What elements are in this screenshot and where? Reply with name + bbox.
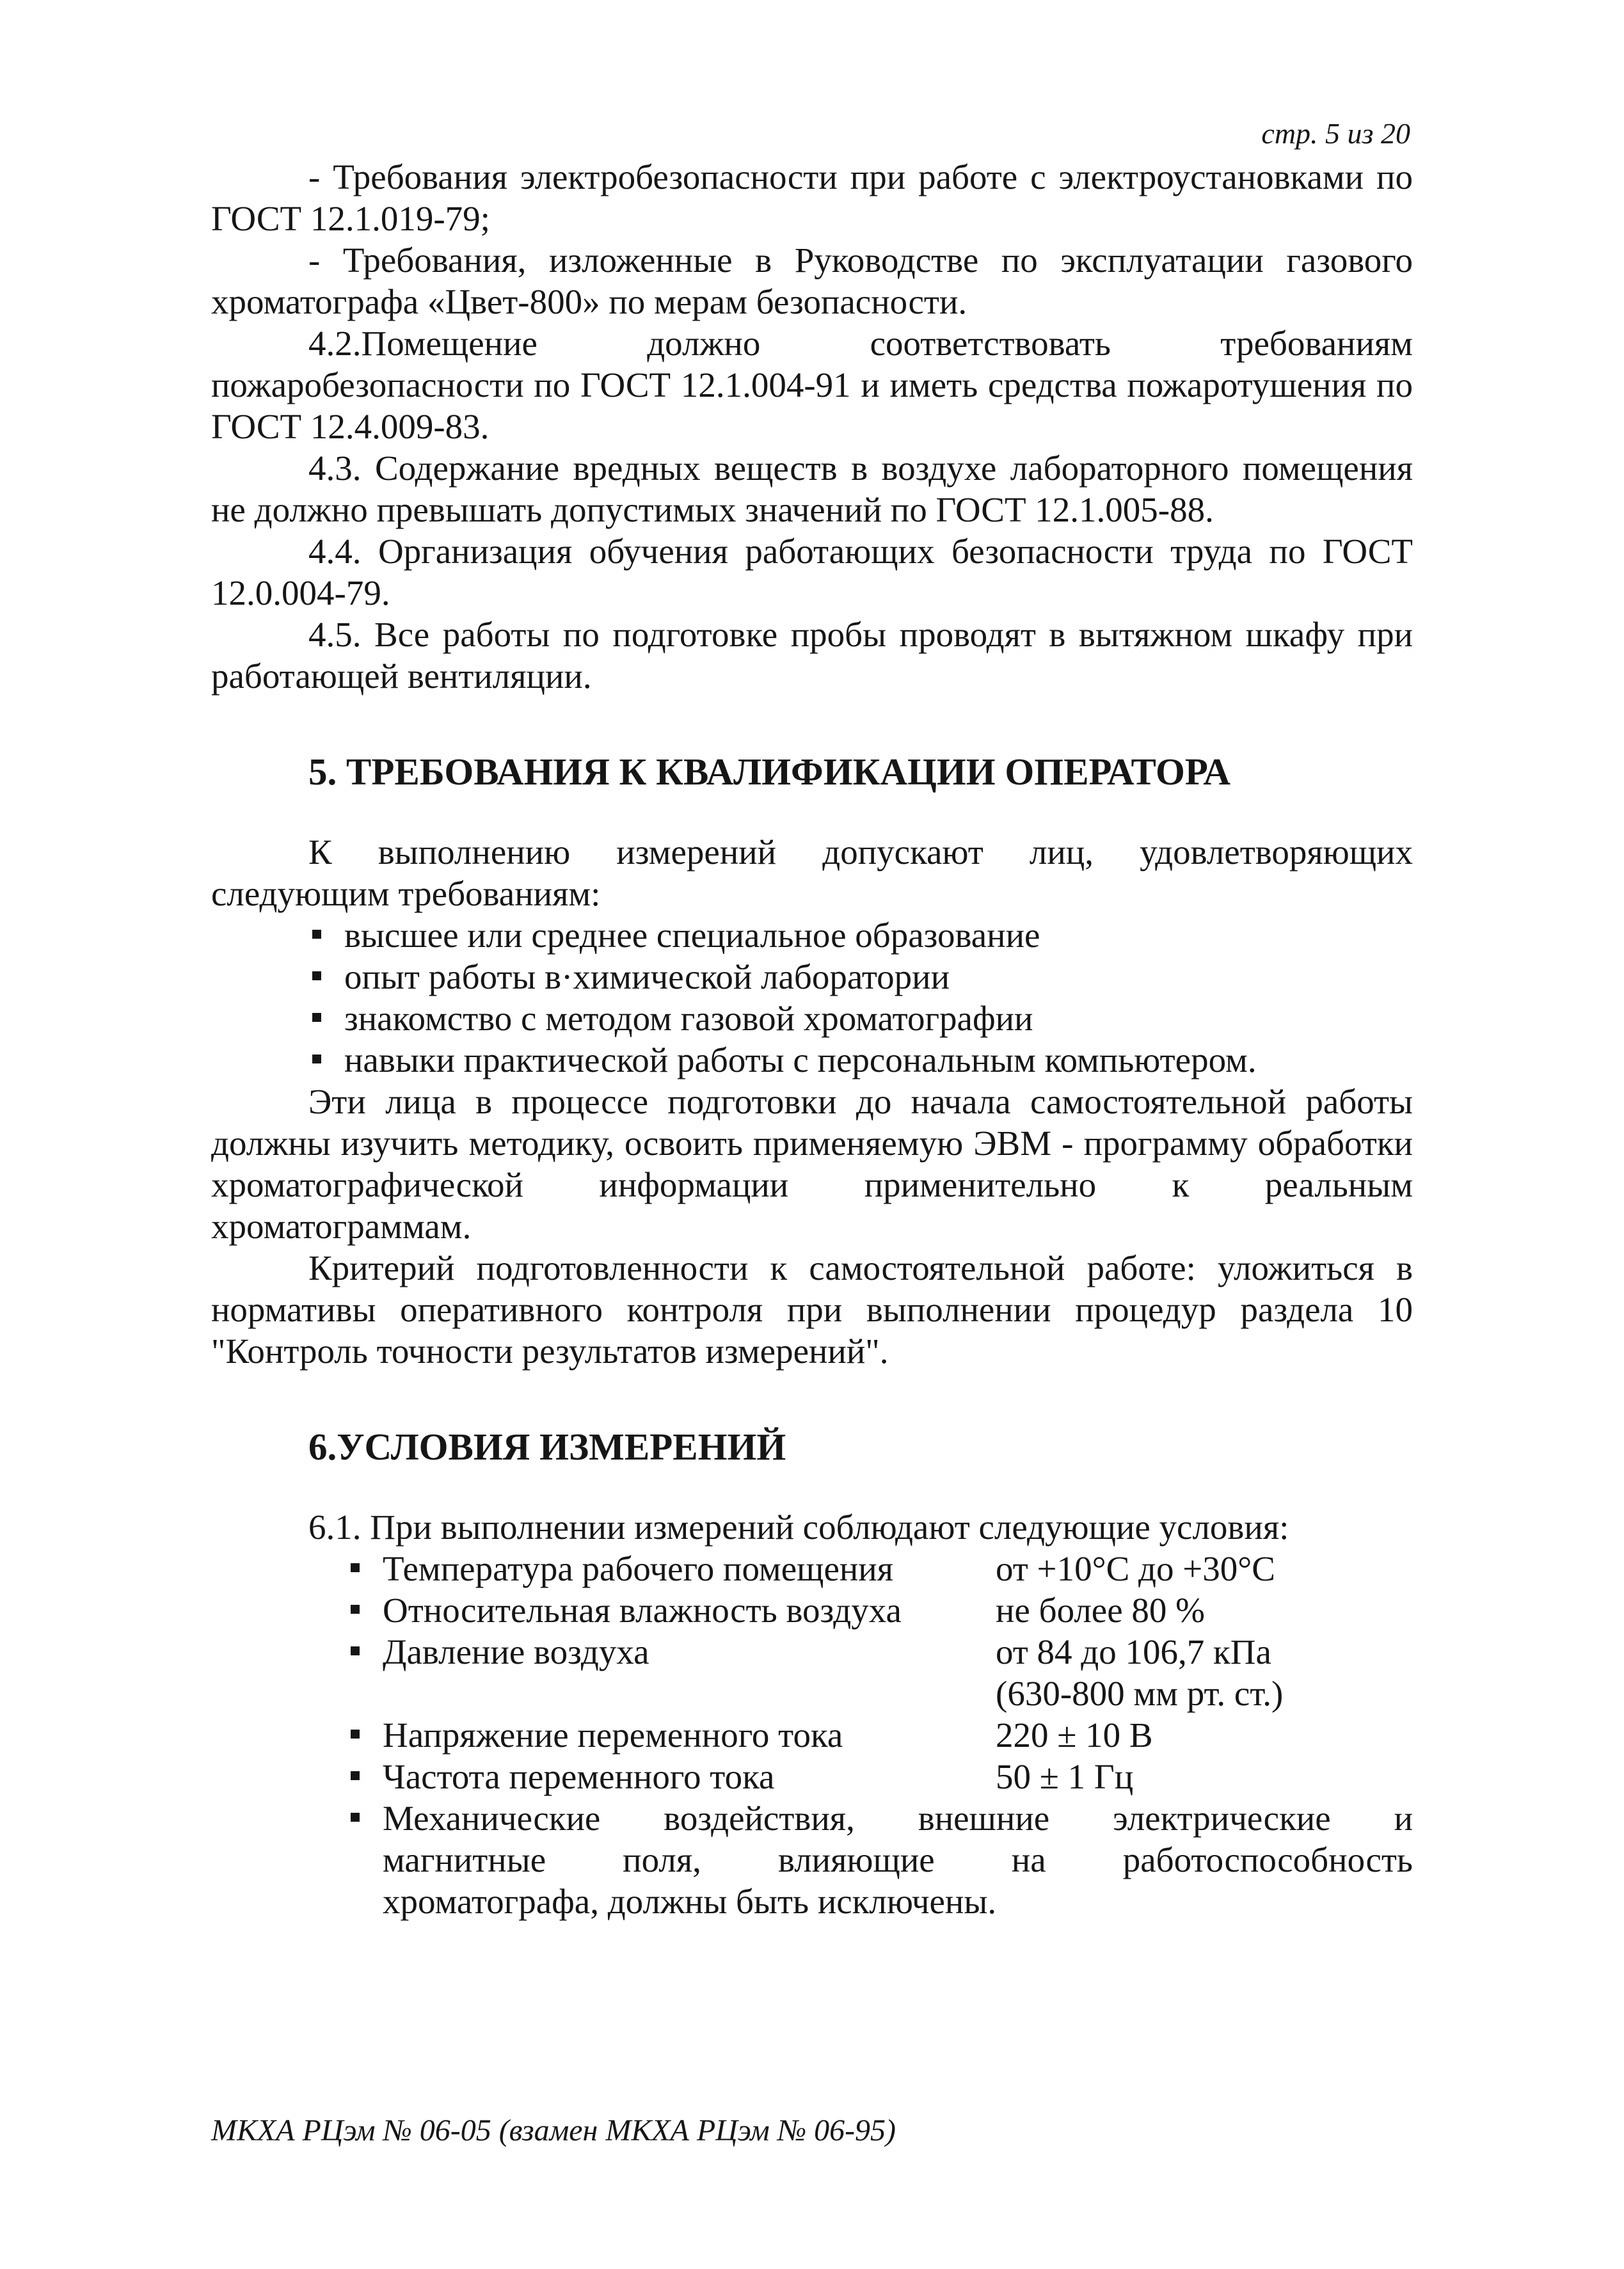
condition-name: Температура рабочего помещения — [383, 1549, 894, 1588]
paragraph-4-4: 4.4. Организация обучения работающих безопасности труда по ГОСТ 12.0.004-79. — [211, 532, 1413, 612]
condition-row — [347, 1714, 1413, 1756]
page-content — [211, 156, 1413, 1922]
section-5-intro: К выполнению измерений допускают лиц, удовлетворяющих следующим требованиям: — [211, 832, 1413, 913]
list-item: навыки практической работы с персональным компьютером. — [308, 1039, 1413, 1081]
section-5-heading: 5. ТРЕБОВАНИЯ К КВАЛИФИКАЦИИ ОПЕРАТОРА — [308, 751, 1231, 793]
condition-value: 220 ± 10 В — [996, 1716, 1153, 1755]
condition-name: Относительная влажность воздуха — [383, 1591, 902, 1630]
mechanical-line-2: магнитные поля, влияющие на работоспособность — [383, 1840, 1413, 1879]
condition-row — [347, 1756, 1413, 1797]
requirements-list — [211, 914, 1413, 1081]
paragraph-4-2: 4.2.Помещение должно соответствовать требованиям пожаробезопасности по ГОСТ 12.1.004-91 и иметь средства пожаротушения по ГОСТ 12.4.009-83. — [211, 324, 1413, 446]
condition-value: не более 80 % — [996, 1591, 1205, 1630]
condition-name: Частота переменного тока — [383, 1757, 775, 1796]
paragraph-electrical-safety: - Требования электробезопасности при работе с электроустановками по ГОСТ 12.1.019-79; — [211, 157, 1413, 238]
section-6-intro: 6.1. При выполнении измерений соблюдают следующие условия: — [308, 1508, 1289, 1547]
paragraph-criteria: Критерий подготовленности к самостоятельной работе: уложиться в нормативы оперативного контроля при выполнении процедур раздела 10 "Контроль точности результатов измерений". — [211, 1248, 1413, 1371]
condition-name: Напряжение переменного тока — [383, 1716, 843, 1755]
condition-row — [347, 1631, 1413, 1673]
list-item: высшее или среднее специальное образование — [308, 914, 1413, 956]
paragraph-manual-requirements: - Требования, изложенные в Руководстве по эксплуатации газового хроматографа «Цвет-800» по мерам безопасности. — [211, 241, 1413, 321]
document-footer: МКХА РЦэм № 06-05 (взамен МКХА РЦэм № 06-95) — [211, 2114, 896, 2147]
condition-row — [347, 1589, 1413, 1631]
condition-value: от 84 до 106,7 кПа — [996, 1632, 1271, 1671]
condition-row — [347, 1548, 1413, 1589]
condition-value: 50 ± 1 Гц — [996, 1757, 1134, 1796]
section-6-heading: 6.УСЛОВИЯ ИЗМЕРЕНИЙ — [308, 1426, 786, 1468]
condition-name: Давление воздуха — [383, 1632, 649, 1671]
paragraph-4-5: 4.5. Все работы по подготовке пробы проводят в вытяжном шкафу при работающей вентиляции. — [211, 615, 1413, 696]
condition-row-mechanical — [347, 1797, 1413, 1922]
paragraph-study: Эти лица в процессе подготовки до начала самостоятельной работы должны изучить методику, освоить применяемую ЭВМ - программу обработки хроматографической информации применительно к реальным хроматограммам. — [211, 1082, 1413, 1246]
condition-value-continued: (630-800 мм рт. ст.) — [996, 1674, 1284, 1713]
page-number: стр. 5 из 20 — [1261, 117, 1410, 150]
condition-value: от +10°С до +30°С — [996, 1549, 1275, 1588]
paragraph-4-3: 4.3. Содержание вредных веществ в воздухе лабораторного помещения не должно превышать допустимых значений по ГОСТ 12.1.005-88. — [211, 449, 1413, 529]
mechanical-line-1: Механические воздействия, внешние электрические и — [383, 1799, 1413, 1838]
mechanical-line-3: хроматографа, должны быть исключены. — [383, 1882, 997, 1921]
list-item: опыт работы в·химической лаборатории — [308, 956, 1413, 998]
conditions-list — [211, 1548, 1413, 1673]
list-item: знакомство с методом газовой хроматографии — [308, 998, 1413, 1039]
conditions-list-continued — [211, 1714, 1413, 1922]
